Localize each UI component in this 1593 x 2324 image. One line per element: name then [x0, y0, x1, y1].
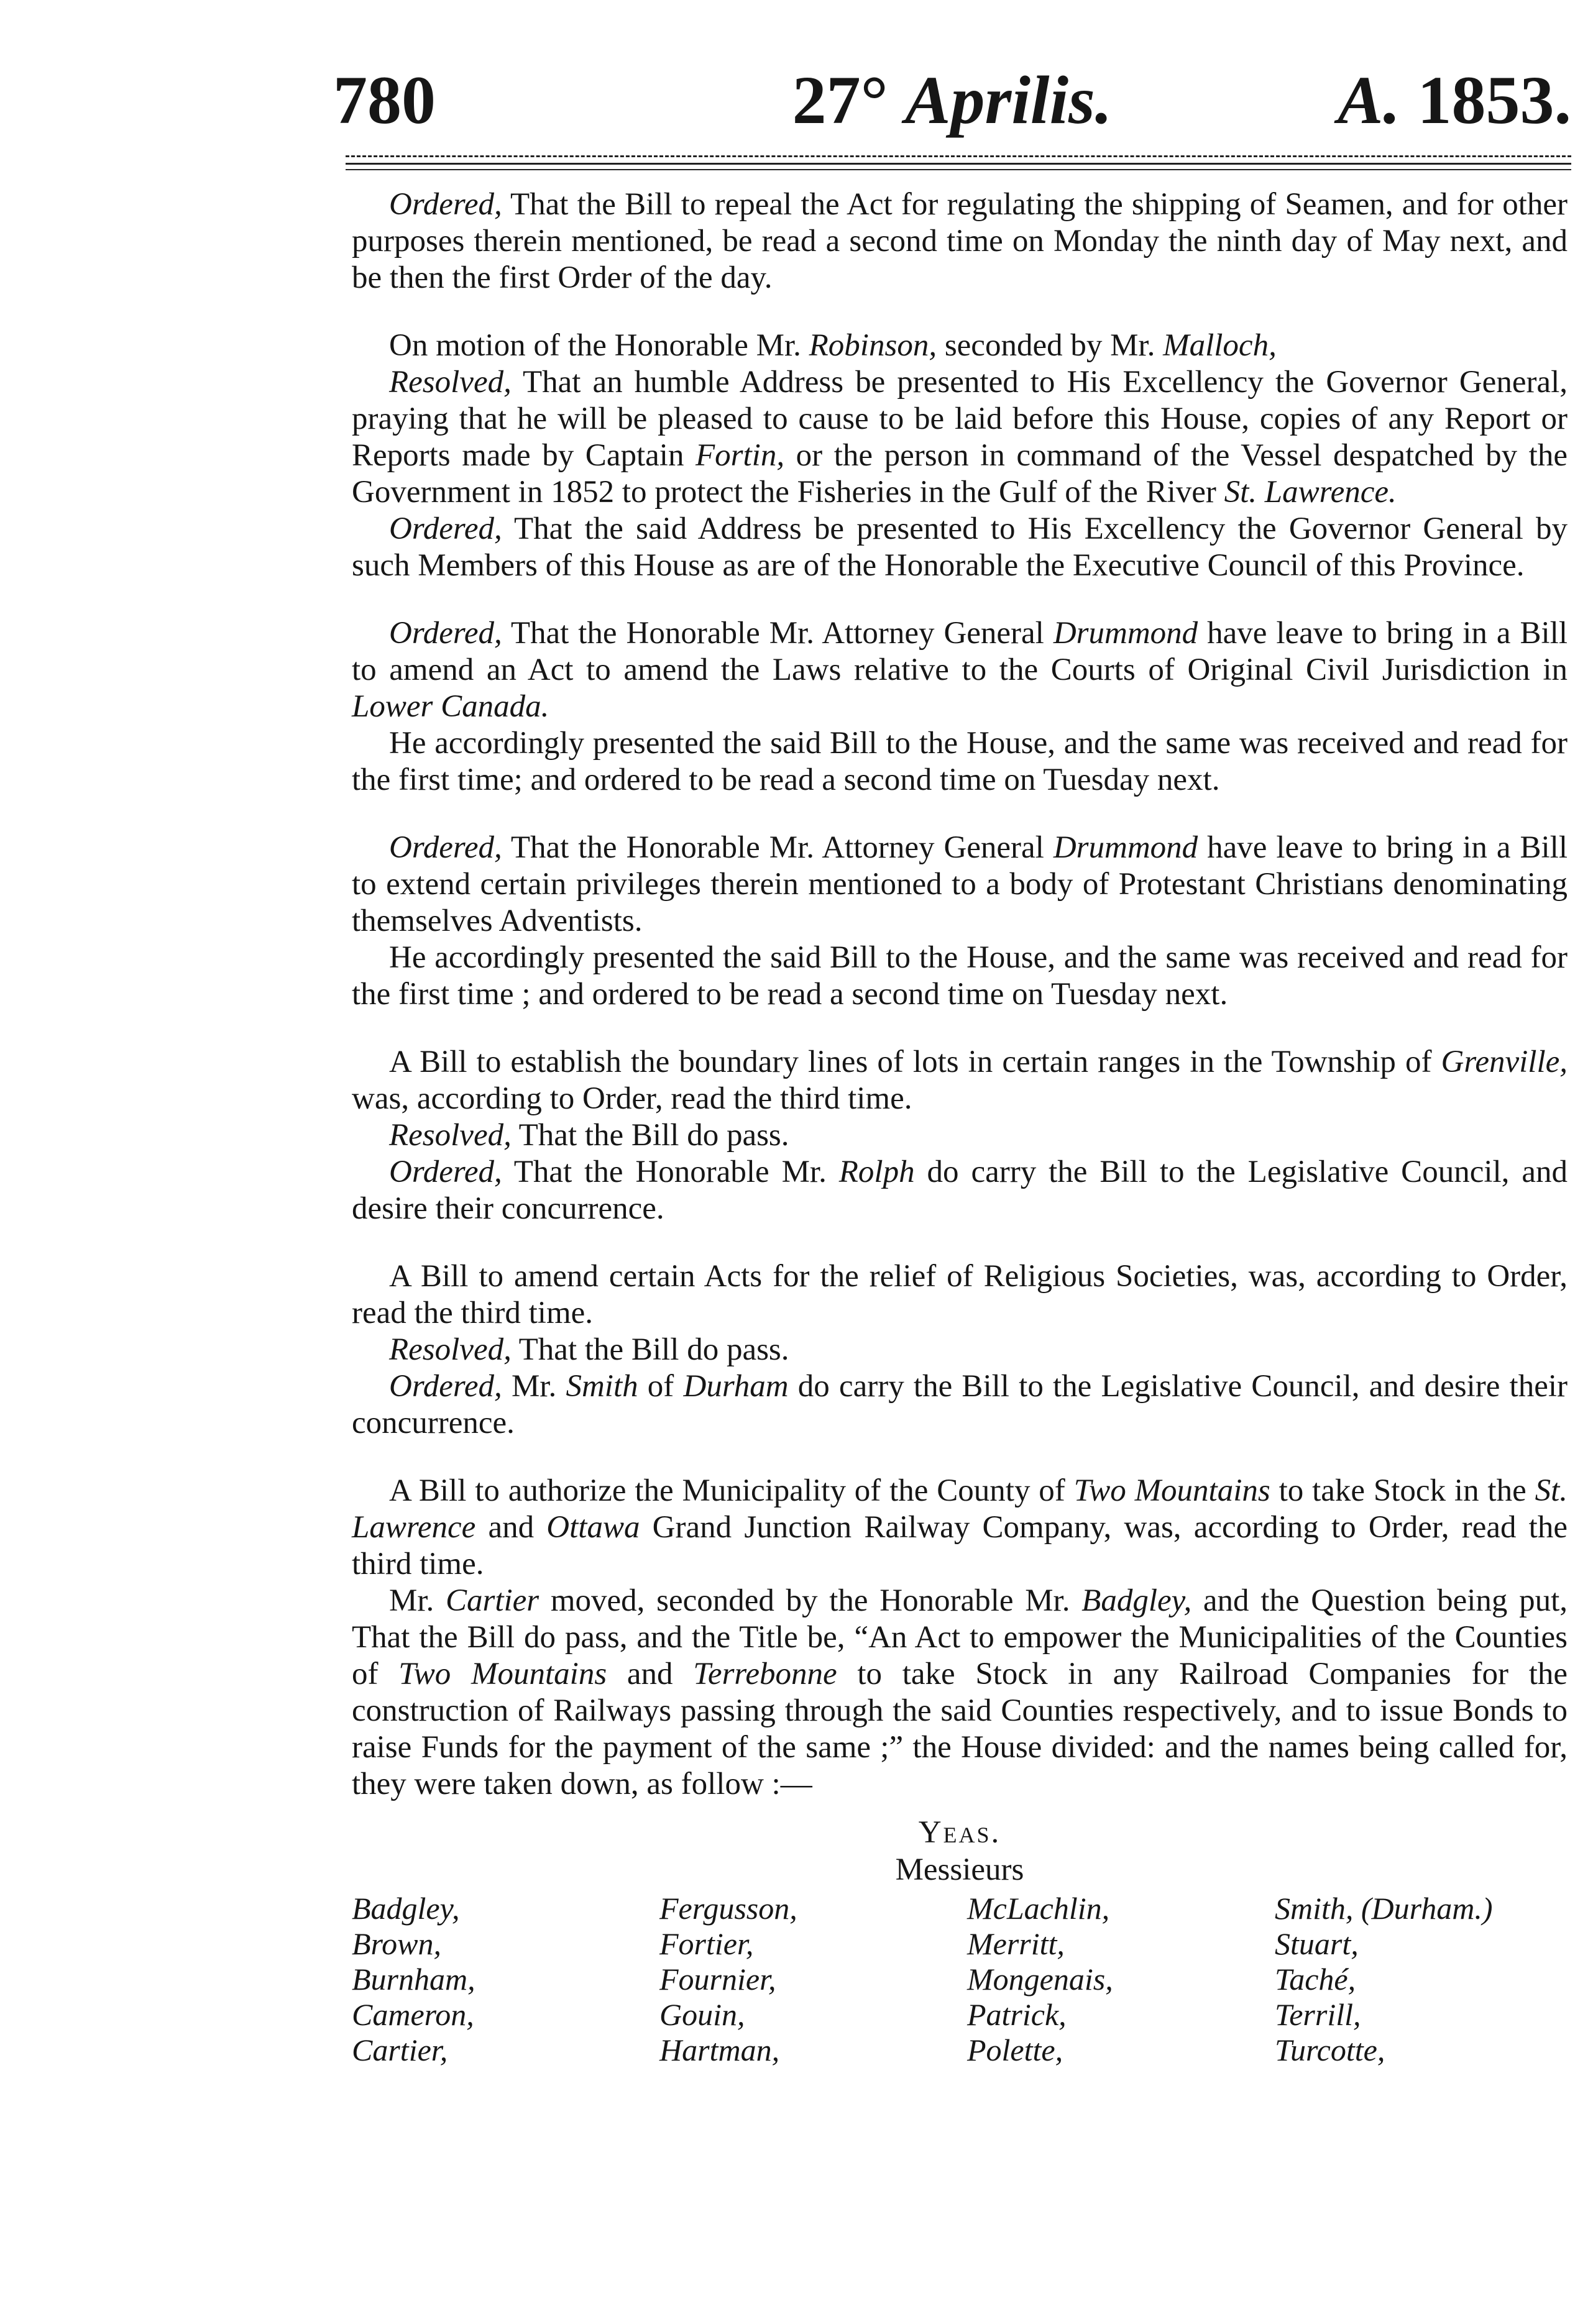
paragraph-text: A Bill to establish the boundary lines of lots in certain ranges in the Township of [389, 1045, 1441, 1079]
member-name: Drummond [1053, 830, 1198, 865]
person-name: Fortin, [696, 438, 785, 473]
paragraph-text: A Bill to authorize the Municipality of the County of [389, 1473, 1074, 1508]
member-name: Stuart, [1275, 1926, 1359, 1961]
member-name: Taché, [1275, 1962, 1356, 1997]
names-column-4 [1275, 1891, 1568, 2068]
names-column-3 [967, 1891, 1275, 2068]
paragraph-text: and the Question being put, That the Bill do pass, and the Title be, “An Act to empower the Municipalities of the Counties of [352, 1583, 1568, 1691]
member-name: Cartier [445, 1583, 539, 1618]
paragraph-order-smith [352, 1368, 1568, 1442]
member-name: Terrill, [1275, 1997, 1361, 2032]
member-name: Merritt, [967, 1926, 1065, 1961]
header-rule-dashed [346, 155, 1571, 157]
place-name: Durham [683, 1369, 789, 1404]
yeas-names-grid [352, 1891, 1568, 2068]
paragraph-text: seconded by Mr. [937, 328, 1164, 363]
place-name: Lower Canada. [352, 689, 549, 724]
paragraph-text: That an humble Address be presented to His Excellency the Governor General, praying that he will be pleased to cause to be laid before this House, copies of any Report or Reports made by Captain [352, 365, 1568, 473]
paragraph-text: That the Honorable Mr. Attorney General [502, 830, 1054, 865]
lead-word: Resolved, [389, 1332, 512, 1367]
place-name: Grenville, [1441, 1045, 1568, 1079]
paragraph-order-courts-bill [352, 615, 1568, 725]
division-heading: Yeas. [918, 1815, 1001, 1850]
member-name: Malloch, [1163, 328, 1277, 363]
paragraph-text: do carry the Bill to the Legislative Council, and desire their concurrence. [352, 1369, 1568, 1440]
place-name: Ottawa [546, 1510, 640, 1545]
lead-word: Resolved, [389, 365, 512, 400]
paragraph-text: Mr. [389, 1583, 446, 1618]
paragraph-motion [352, 327, 1568, 364]
paragraph-text: Grand Junction Railway Company, was, according to Order, read the third time. [352, 1510, 1568, 1581]
paragraph-text: That the Bill do pass. [511, 1118, 789, 1153]
place-name: Two Mountains [398, 1657, 607, 1691]
paragraph-order-address [352, 511, 1568, 584]
paragraph-text: He accordingly presented the said Bill to the House, and the same was received and read for the first time; and ordered to be read a second time on Tuesday next. [352, 726, 1568, 797]
lead-word: Ordered, [389, 830, 502, 865]
paragraph-text: have leave to bring in a Bill to amend an Act to amend the Laws relative to the Courts of Original Civil Jurisdiction in [352, 616, 1568, 687]
place-name: St. Lawrence [352, 1473, 1568, 1545]
member-name: Drummond [1053, 616, 1198, 651]
paragraph-resolved-pass-2 [352, 1332, 1568, 1368]
member-name: Fergusson, [659, 1891, 797, 1926]
member-name: Robinson, [809, 328, 937, 363]
paragraph-text: to take Stock in any Railroad Companies for the construction of Railways passing through the said Counties respectively, and to issue Bonds to raise Funds for the payment of the same ;” the House divided: and the names being called for, they were taken down, as follow :— [352, 1657, 1568, 1801]
paragraph-presented-courts-bill [352, 725, 1568, 798]
paragraph-text: That the said Address be presented to His Excellency the Governor General by such Members of this House as are of the Honorable the Executive Council of this Province. [352, 511, 1568, 583]
division-subheading: Messieurs [895, 1852, 1024, 1887]
member-name: Fortier, [659, 1926, 754, 1961]
year-prefix: A. [1338, 62, 1400, 138]
member-name: Polette, [967, 2033, 1063, 2067]
lead-word: Ordered, [389, 1369, 502, 1404]
page-header [333, 53, 1571, 147]
names-column-1 [352, 1891, 659, 2068]
paragraph-order-rolph [352, 1154, 1568, 1227]
member-name: McLachlin, [967, 1891, 1110, 1926]
paragraph-religious-societies-bill [352, 1258, 1568, 1332]
page-year [1338, 53, 1571, 147]
paragraph-resolved-pass-1 [352, 1117, 1568, 1154]
page-number: 780 [333, 62, 436, 138]
lead-word: Ordered, [389, 1155, 502, 1189]
member-name: Hartman, [659, 2033, 780, 2067]
lead-word: Ordered, [389, 511, 502, 546]
member-name: Burnham, [352, 1962, 475, 1997]
header-rule-thin [346, 169, 1571, 170]
lead-word: Ordered, [389, 616, 502, 651]
paragraph-grenville-bill [352, 1044, 1568, 1117]
member-name: Brown, [352, 1926, 441, 1961]
member-name: Fournier, [659, 1962, 776, 1997]
place-name: Terrebonne [693, 1657, 837, 1691]
paragraph-text: On motion of the Honorable Mr. [389, 328, 809, 363]
paragraph-text: have leave to bring in a Bill to extend certain privileges therein mentioned to a body of Protestant Christians denominating themselves Adventists. [352, 830, 1568, 938]
member-name: Smith [566, 1369, 638, 1404]
paragraph-presented-adventists-bill [352, 940, 1568, 1013]
journal-body [352, 186, 1568, 2068]
lead-word: Resolved, [389, 1118, 512, 1153]
member-name: Cartier, [352, 2033, 448, 2067]
header-rule [346, 163, 1571, 165]
paragraph-order-adventists-bill [352, 830, 1568, 940]
paragraph-cartier-motion [352, 1583, 1568, 1803]
paragraph-text: and [607, 1657, 694, 1691]
paragraph-text: was, according to Order, read the third time. [352, 1081, 912, 1116]
member-name: Badgley, [1081, 1583, 1192, 1618]
member-name: Rolph [838, 1155, 915, 1189]
paragraph-two-mountains-bill [352, 1473, 1568, 1583]
date-day: 27° [792, 62, 888, 138]
paragraph-text: to take Stock in the [1270, 1473, 1535, 1508]
member-name: Gouin, [659, 1997, 745, 2032]
names-column-2 [659, 1891, 967, 2068]
paragraph-text: That the Bill do pass. [511, 1332, 789, 1367]
member-name: Patrick, [967, 1997, 1067, 2032]
paragraph-order-seamen-bill [352, 186, 1568, 296]
member-name: Turcotte, [1275, 2033, 1385, 2067]
paragraph-text: of [638, 1369, 684, 1404]
paragraph-text: Mr. [502, 1369, 566, 1404]
member-name: Mongenais, [967, 1962, 1113, 1997]
member-name: Badgley, [352, 1891, 460, 1926]
paragraph-resolved-address [352, 364, 1568, 511]
paragraph-text: He accordingly presented the said Bill to the House, and the same was received and read for the first time ; and ordered to be read a second time on Tuesday next. [352, 940, 1568, 1012]
paragraph-text: do carry the Bill to the Legislative Council, and desire their concurrence. [352, 1155, 1568, 1226]
paragraph-text: That the Honorable Mr. Attorney General [502, 616, 1054, 651]
member-name: Smith, (Durham.) [1275, 1891, 1493, 1926]
paragraph-text: and [475, 1510, 547, 1545]
lead-word: Ordered, [389, 187, 502, 222]
paragraph-text: That the Honorable Mr. [502, 1155, 839, 1189]
paragraph-text: moved, seconded by the Honorable Mr. [539, 1583, 1082, 1618]
place-name: Two Mountains [1073, 1473, 1270, 1508]
paragraph-text: A Bill to amend certain Acts for the relief of Religious Societies, was, according to Order, read the third time. [352, 1259, 1568, 1330]
place-name: St. Lawrence. [1224, 475, 1397, 510]
year-value: 1853. [1417, 62, 1571, 138]
member-name: Cameron, [352, 1997, 474, 2032]
paragraph-text: or the person in command of the Vessel despatched by the Government in 1852 to protect the Fisheries in the Gulf of the River [352, 438, 1568, 510]
paragraph-text: That the Bill to repeal the Act for regulating the shipping of Seamen, and for other purposes therein mentioned, be read a second time on Monday the ninth day of May next, and be then the first Order of the day. [352, 187, 1568, 295]
date-month: Aprilis. [905, 62, 1113, 138]
